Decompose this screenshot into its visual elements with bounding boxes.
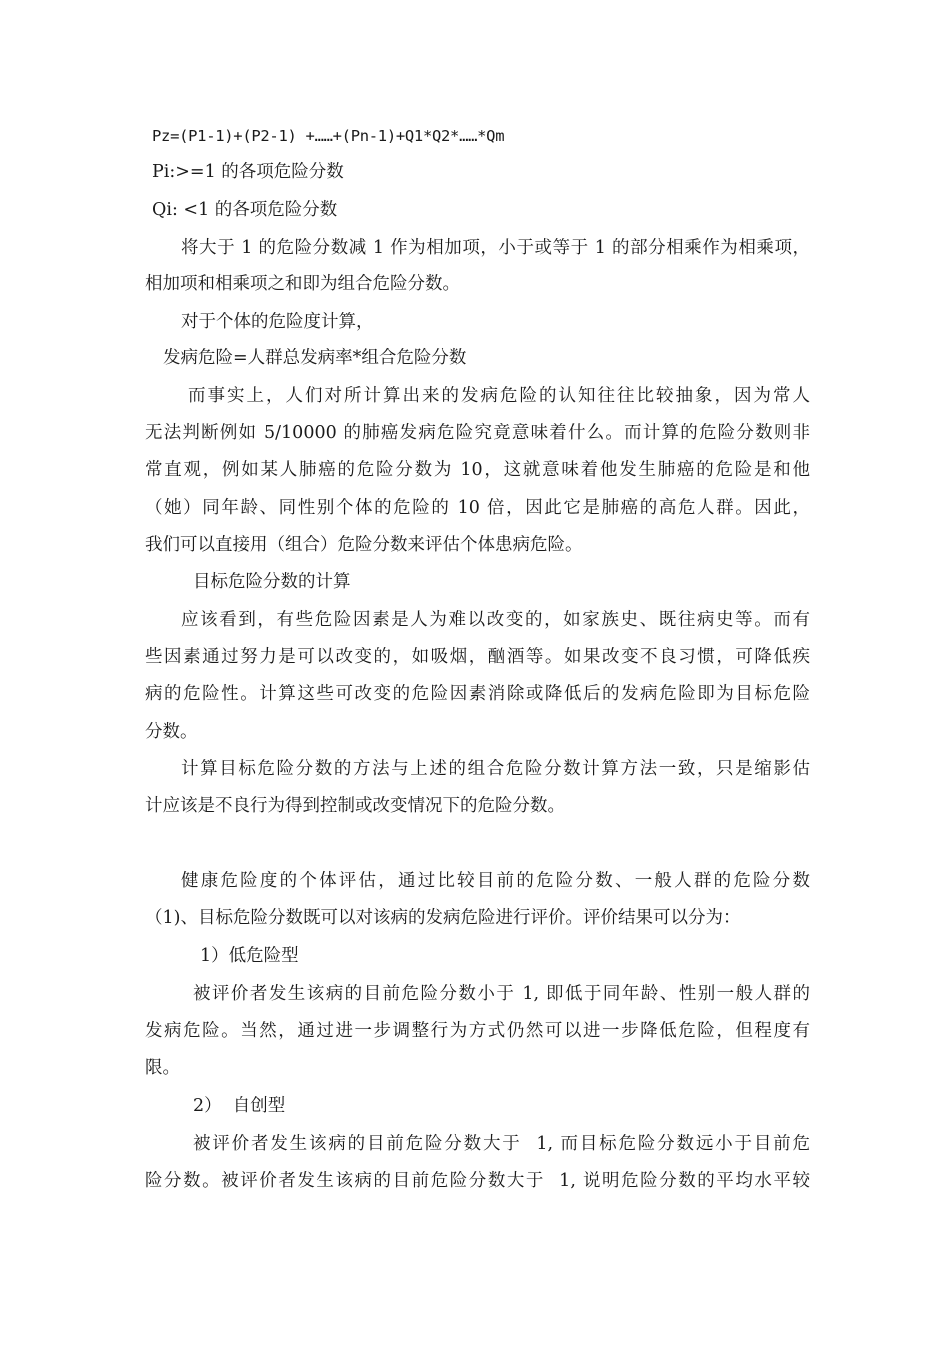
para-fact-line-4: （她）同年龄、同性别个体的危险的 10 倍，因此它是肺癌的高危人群。因此， (145, 498, 810, 518)
formula-pi: Pi:>=1 的各项危险分数 (152, 162, 344, 182)
formula-qi: Qi: <1 的各项危险分数 (152, 200, 338, 220)
para-fact-line-2: 无法判断例如 5/10000 的肺癌发病危险究竟意味着什么。而计算的危险分数则非 (145, 423, 810, 443)
para-fact-line-5: 我们可以直接用（组合）危险分数来评估个体患病危险。 (145, 535, 583, 555)
formula-pz: Pz=(P1-1)+(P2-1) +……+(Pn-1)+Q1*Q2*……*Qm (152, 127, 505, 145)
para-combine-line-1: 将大于 1 的危险分数减 1 作为相加项，小于或等于 1 的部分相乘作为相乘项， (181, 238, 810, 258)
para-eval-line-2: （1)、目标危险分数既可以对该病的发病危险进行评价。评价结果可以分为： (145, 908, 741, 928)
para-target-line-3: 病的危险性。计算这些可改变的危险因素消除或降低后的发病危险即为目标危险 (145, 684, 810, 704)
target-heading: 目标危险分数的计算 (193, 572, 351, 592)
para-target-line-2: 些因素通过努力是可以改变的，如吸烟，酗酒等。如果改变不良习惯，可降低疾 (145, 647, 810, 667)
para-eval-line-1: 健康危险度的个体评估，通过比较目前的危险分数、一般人群的危险分数 (181, 871, 810, 891)
para-fact-line-1: 而事实上，人们对所计算出来的发病危险的认知往往比较抽象，因为常人 (188, 386, 810, 406)
para-fact-line-3: 常直观，例如某人肺癌的危险分数为 10，这就意味着他发生肺癌的危险是和他 (145, 460, 810, 480)
para-type2-line-2: 险分数。被评价者发生该病的目前危险分数大于 1, 说明危险分数的平均水平较 (145, 1171, 810, 1191)
para-type1-line-1: 被评价者发生该病的目前危险分数小于 1, 即低于同年龄、性别一般人群的 (193, 984, 810, 1004)
para-method-line-2: 计应该是不良行为得到控制或改变情况下的危险分数。 (145, 796, 565, 816)
type2-heading: 2） 自创型 (193, 1096, 286, 1116)
type1-heading: 1）低危险型 (200, 946, 299, 966)
individual-calc-text: 对于个体的危险度计算， (181, 312, 374, 332)
para-type1-line-3: 限。 (145, 1058, 180, 1078)
para-combine-line-2: 相加项和相乘项之和即为组合危险分数。 (145, 274, 460, 294)
para-method-line-1: 计算目标危险分数的方法与上述的组合危险分数计算方法一致，只是缩影估 (181, 759, 810, 779)
para-type1-line-2: 发病危险。当然，通过进一步调整行为方式仍然可以进一步降低危险，但程度有 (145, 1021, 810, 1041)
disease-risk-formula: 发病危险=人群总发病率*组合危险分数 (163, 348, 467, 368)
para-type2-line-1: 被评价者发生该病的目前危险分数大于 1, 而目标危险分数远小于目前危 (193, 1134, 810, 1154)
para-target-line-4: 分数。 (145, 722, 198, 742)
para-target-line-1: 应该看到，有些危险因素是人为难以改变的，如家族史、既往病史等。而有 (181, 610, 810, 630)
